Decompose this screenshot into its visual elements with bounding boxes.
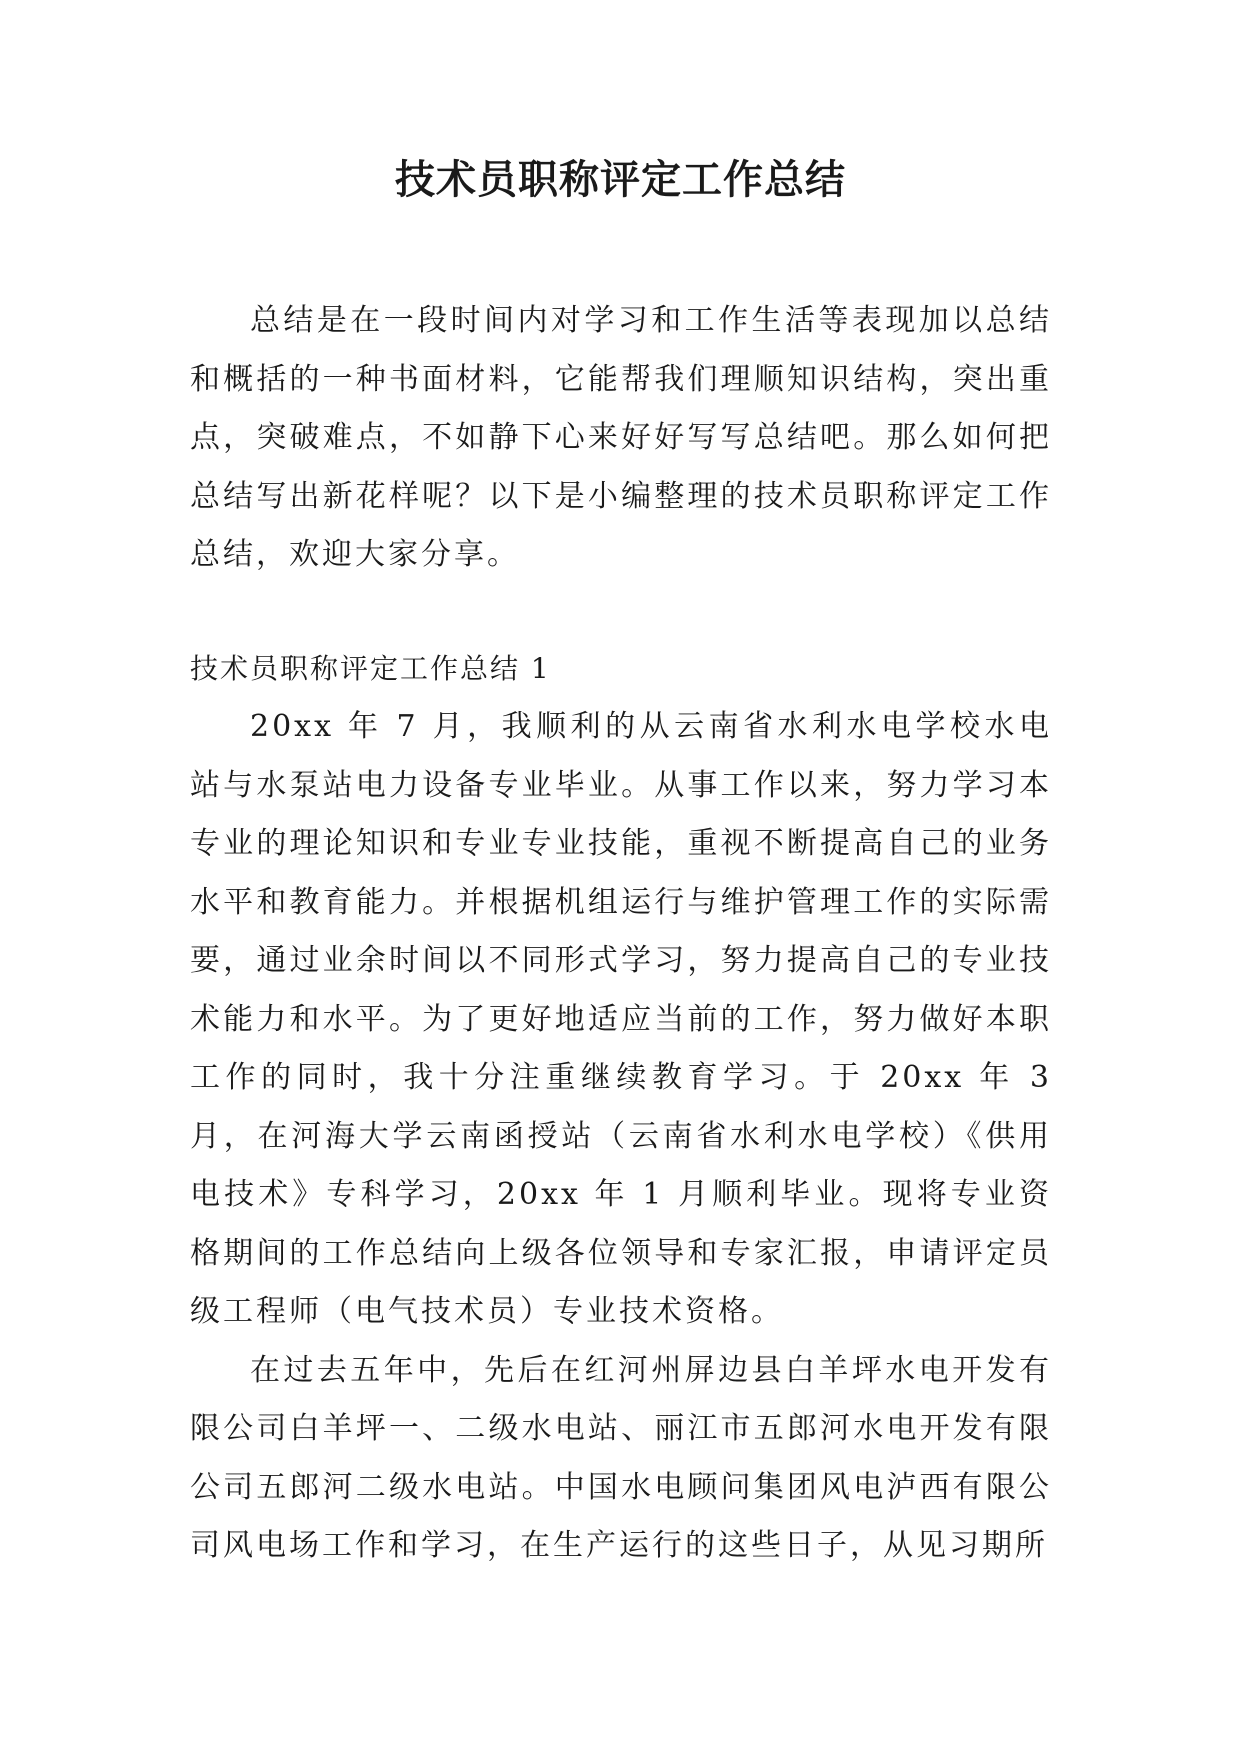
document-body (190, 292, 1052, 1576)
body-paragraph-1: 20xx 年 7 月，我顺利的从云南省水利水电学校水电站与水泵站电力设备专业毕业。从事工作以来，努力学习本专业的理论知识和专业专业技能，重视不断提高自己的业务水平和教育能力。并根据机组运行与维护管理工作的实际需要，通过业余时间以不同形式学习，努力提高自己的专业技术能力和水平。为了更好地适应当前的工作，努力做好本职工作的同时，我十分注重继续教育学习。于 20xx 年 3 月，在河海大学云南函授站（云南省水利水电学校）《供用电技术》专科学习，20xx 年 1 月顺利毕业。现将专业资格期间的工作总结向上级各位领导和专家汇报，申请评定员级工程师（电气技术员）专业技术资格。 (190, 709, 1052, 1329)
document-title: 技术员职称评定工作总结 (395, 157, 846, 203)
body-paragraph-2: 在过去五年中，先后在红河州屏边县白羊坪水电开发有限公司白羊坪一、二级水电站、丽江市五郎河水电开发有限公司五郎河二级水电站。中国水电顾问集团风电泸西有限公司风电场工作和学习，在生产运行的这些日子，从见习期所 (190, 1352, 1052, 1563)
section-heading: 技术员职称评定工作总结 1 (190, 651, 551, 685)
intro-paragraph: 总结是在一段时间内对学习和工作生活等表现加以总结和概括的一种书面材料，它能帮我们理顺知识结构，突出重点，突破难点，不如静下心来好好写写总结吧。那么如何把总结写出新花样呢？以下是小编整理的技术员职称评定工作总结，欢迎大家分享。 (190, 303, 1052, 572)
spacer (190, 585, 1052, 640)
